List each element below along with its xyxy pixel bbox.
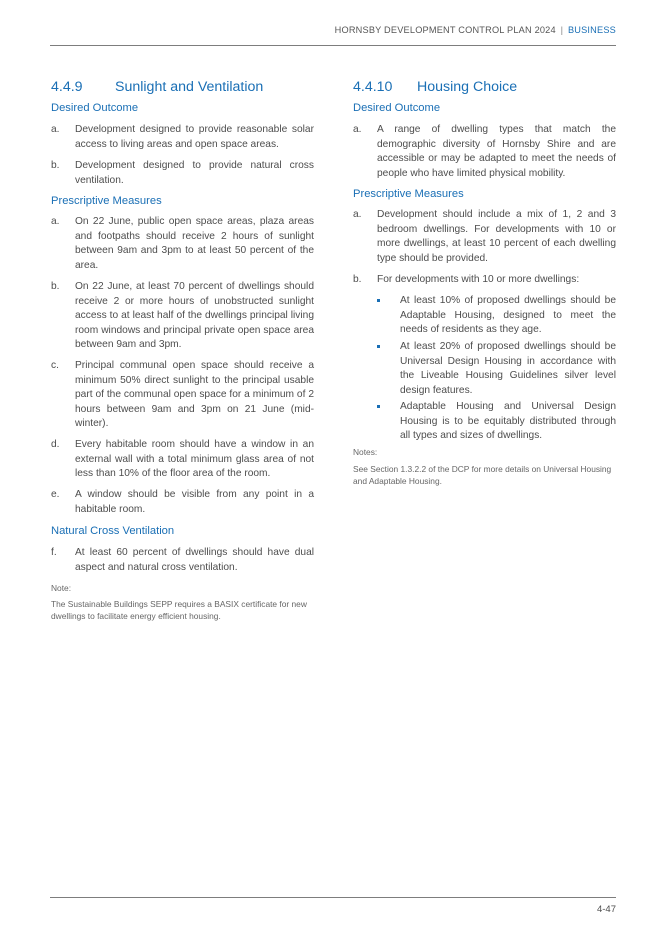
bullet-item <box>353 400 616 444</box>
item-label: a. <box>51 124 60 135</box>
desired-outcome-heading: Desired Outcome <box>353 102 441 114</box>
note-label: Note: <box>51 583 72 593</box>
header-separator: | <box>560 25 564 35</box>
list-item <box>353 208 616 266</box>
item-label: b. <box>353 274 362 285</box>
list-item <box>51 159 314 188</box>
item-label: a. <box>353 124 362 135</box>
section-number: 4.4.10 <box>353 79 393 95</box>
item-text: Every habitable room should have a window in an external wall with a total minimum glass area of not less than 10% of the floor area of the room. <box>75 439 314 479</box>
item-label: c. <box>51 360 59 371</box>
list-item <box>353 273 616 288</box>
item-text: A range of dwelling types that match the demographic diversity of Hornsby Shire and are accessible or may be adapted to meet the needs of people who have limited physical mobility. <box>377 124 616 179</box>
item-label: b. <box>51 160 60 171</box>
page-number: 4-47 <box>596 904 616 915</box>
natural-cross-ventilation-heading: Natural Cross Ventilation <box>51 525 175 537</box>
bullet-square-icon <box>377 405 380 408</box>
section-title: Housing Choice <box>417 79 518 95</box>
section-number: 4.4.9 <box>51 79 83 95</box>
item-text: Principal communal open space should receive a minimum 50% direct sunlight to the principal usable part of the communal open space for a minimum of 2 hours between 9am and 3pm on 21 June (mid-winter). <box>75 360 314 429</box>
list-item <box>51 123 314 152</box>
bullet-square-icon <box>377 299 380 302</box>
document-title: HORNSBY DEVELOPMENT CONTROL PLAN 2024 <box>334 25 556 35</box>
section-heading-4-4-10 <box>353 79 517 95</box>
item-label: d. <box>51 439 60 450</box>
item-text: A window should be visible from any point in a habitable room. <box>75 489 314 515</box>
item-text: At least 60 percent of dwellings should have dual aspect and natural cross ventilation. <box>75 547 314 573</box>
list-item <box>51 488 314 517</box>
prescriptive-measures-heading: Prescriptive Measures <box>51 195 162 207</box>
item-text: Development should include a mix of 1, 2 and 3 bedroom dwellings. For developments with 10 or more dwellings, at least 10 percent of each dwelling type should be provided. <box>377 209 616 264</box>
list-item <box>51 438 314 482</box>
note-text: The Sustainable Buildings SEPP requires a BASIX certificate for new dwellings to facilitate energy efficient housing. <box>51 599 307 621</box>
bullet-text: At least 10% of proposed dwellings should be Adaptable Housing, designed to meet the needs of residents as they age. <box>400 295 616 335</box>
bullet-item <box>353 340 616 398</box>
note-text: See Section 1.3.2.2 of the DCP for more details on Universal Housing and Adaptable Housing. <box>353 464 612 486</box>
list-item <box>51 280 314 353</box>
bullet-item <box>353 294 616 338</box>
list-item <box>51 359 314 432</box>
footer-rule <box>50 897 616 898</box>
bullet-text: Adaptable Housing and Universal Design Housing is to be equitably distributed through all types and sizes of dwellings. <box>400 401 616 441</box>
item-text: Development designed to provide natural cross ventilation. <box>75 160 314 186</box>
item-label: e. <box>51 489 60 500</box>
item-text: For developments with 10 or more dwellings: <box>377 274 580 285</box>
item-label: b. <box>51 281 60 292</box>
note-label: Notes: <box>353 447 378 457</box>
running-header <box>335 25 616 35</box>
bullet-text: At least 20% of proposed dwellings should be Universal Design Housing in accordance with the Liveable Housing Guidelines silver level design features. <box>400 341 616 396</box>
item-text: On 22 June, at least 70 percent of dwellings should receive 2 or more hours of unobstructed sunlight access to at least half of the dwellings principal living room windows and principal private open space area between 9am and 3pm. <box>75 281 314 350</box>
prescriptive-measures-heading: Prescriptive Measures <box>353 188 464 200</box>
item-label: a. <box>353 209 362 220</box>
item-text: On 22 June, public open space areas, plaza areas and footpaths should receive 2 hours of sunlight between 9am and 3pm to at least 50 percent of the area. <box>75 216 314 271</box>
list-item <box>51 546 314 575</box>
header-rule <box>50 45 616 46</box>
desired-outcome-heading: Desired Outcome <box>51 102 139 114</box>
header-section: BUSINESS <box>567 25 616 35</box>
item-label: a. <box>51 216 60 227</box>
bullet-square-icon <box>377 345 380 348</box>
item-text: Development designed to provide reasonable solar access to living areas and open space areas. <box>75 124 314 150</box>
section-heading-4-4-9 <box>51 79 263 95</box>
section-title: Sunlight and Ventilation <box>115 79 264 95</box>
list-item <box>353 123 616 181</box>
list-item <box>51 215 314 273</box>
item-label: f. <box>51 547 57 558</box>
